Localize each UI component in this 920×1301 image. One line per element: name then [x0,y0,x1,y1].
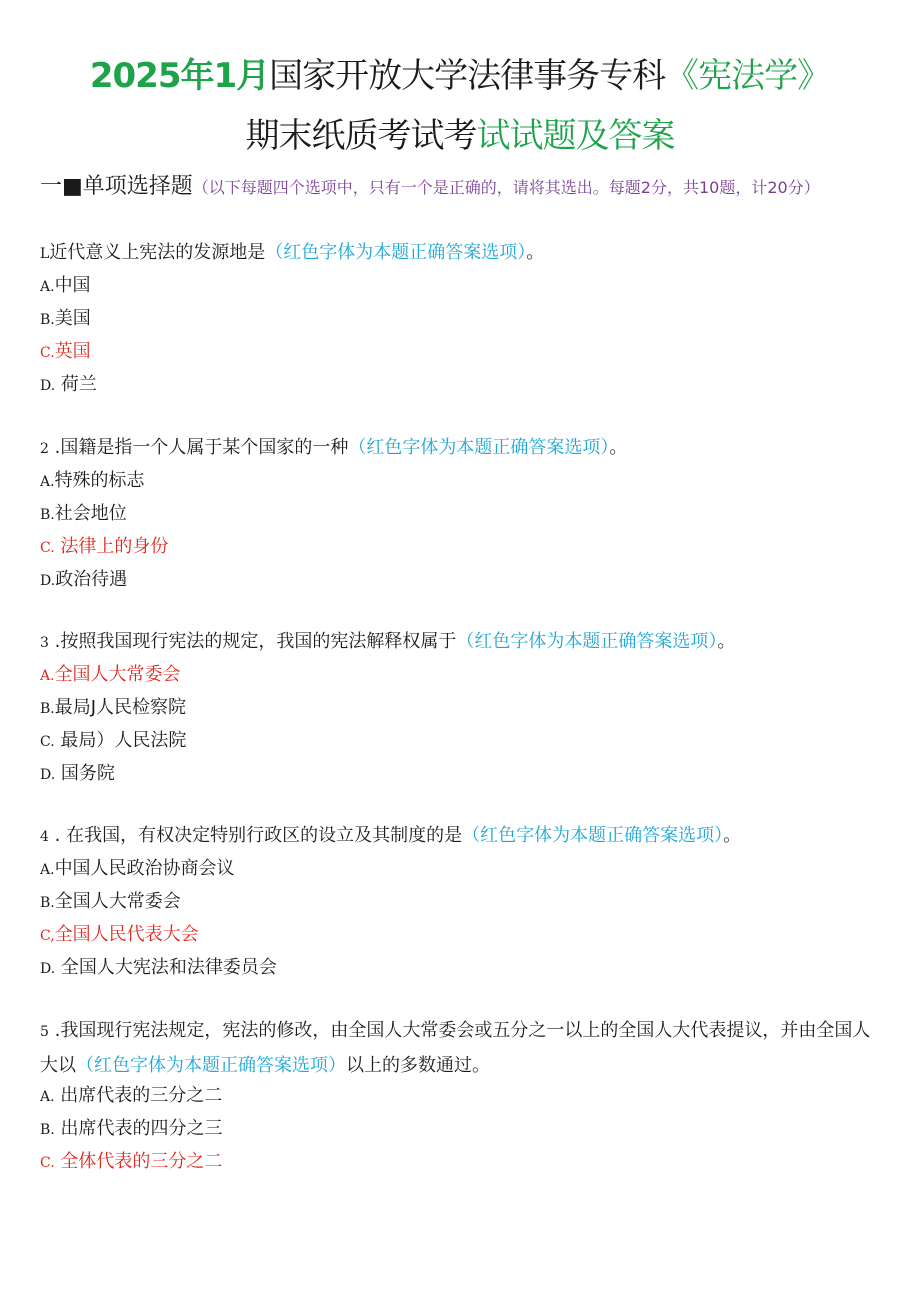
option-letter: B. [40,312,55,328]
option-5a [40,1082,880,1111]
option-text: 全体代表的三分之二 [54,1151,223,1172]
option-4a [40,855,880,884]
question-end: 。 [526,242,545,263]
question-1 [40,239,880,268]
option-text: 出席代表的四分之三 [54,1118,223,1139]
option-4c-correct [40,921,880,950]
option-letter: D. [40,961,56,977]
title-main: 国家开放大学法律事务专科 [269,56,666,96]
option-text: 政治待遇 [55,569,128,590]
question-end: 。 [723,825,742,846]
answer-hint: （红色字体为本题正确答案选项） [456,631,718,652]
option-letter: A. [40,474,55,490]
option-1b [40,305,880,334]
question-number: 3 [40,635,49,651]
section-title: 一■单项选择题 [40,174,193,199]
question-text: .我国现行宪法规定，宪法的修改，由全国人大常委会或五分之一以上的全国人大代表提议，并由全国人大以 [40,1020,871,1076]
option-letter: D. [40,573,56,589]
option-text: 中国人民政治协商会议 [54,858,235,879]
option-5b [40,1115,880,1144]
option-1c-correct [40,338,880,367]
section-instructions: （以下每题四个选项中，只有一个是正确的，请将其选出。每题2分，共10题，计20分） [192,178,820,197]
question-3 [40,628,880,657]
option-text: 全国人大常委会 [54,891,181,912]
option-3b [40,694,880,723]
question-2 [40,434,880,463]
option-text: 全国人大常委会 [54,664,181,685]
option-letter: C, [40,928,55,944]
option-2a [40,467,880,496]
answer-hint: （红色字体为本题正确答案选项） [265,242,527,263]
option-letter: B. [40,895,55,911]
title-subtitle: 期末纸质考试考 [245,116,477,156]
option-text: 社会地位 [54,503,127,524]
option-text: 最局）人民法院 [54,730,187,751]
option-3a-correct [40,661,880,690]
question-text: .按照我国现行宪法的规定，我国的宪法解释权属于 [48,631,457,652]
answer-hint: （红色字体为本题正确答案选项） [348,437,610,458]
option-letter: B. [40,701,55,717]
option-letter: D. [40,767,56,783]
title-line-1 [0,54,920,98]
answer-hint: （红色字体为本题正确答案选项） [76,1055,346,1076]
title-year: 2025年1月 [89,56,270,96]
option-letter: D. [40,378,56,394]
option-2c-correct [40,533,880,562]
question-text: 近代意义上宪法的发源地是 [49,242,266,263]
question-end: 。 [717,631,736,652]
option-3c [40,727,880,756]
option-5c-correct [40,1148,880,1177]
option-text: 特殊的标志 [54,470,145,491]
option-1d [40,371,880,400]
option-2d [40,566,880,595]
question-number: 2 [40,441,49,457]
question-text: . 在我国，有权决定特别行政区的设立及其制度的是 [48,825,463,846]
section-heading [40,170,880,204]
option-letter: C. [40,734,55,750]
question-5 [40,1014,880,1082]
question-end: 以上的多数通过。 [346,1055,490,1076]
option-text: 美国 [54,308,91,329]
option-text: 最局J人民检察院 [54,697,187,718]
title-subtitle-tail: 试试题及答案 [476,116,675,156]
option-letter: C. [40,1155,55,1171]
option-text: 法律上的身份 [54,536,169,557]
question-number: 5 [40,1024,49,1040]
title-line-2 [0,114,920,158]
question-text: .国籍是指一个人属于某个国家的一种 [48,437,349,458]
answer-hint: （红色字体为本题正确答案选项） [462,825,724,846]
option-text: 出席代表的三分之二 [54,1085,223,1106]
option-1a [40,272,880,301]
question-4 [40,822,880,851]
title-course: 《宪法学》 [665,56,831,96]
option-text: 英国 [54,341,91,362]
question-end: 。 [609,437,628,458]
option-text: 国务院 [55,763,115,784]
option-text: 中国 [54,275,91,296]
question-number: L [40,246,50,262]
option-3d [40,760,880,789]
option-text: 全国人大宪法和法律委员会 [55,957,277,978]
option-letter: A. [40,668,55,684]
option-letter: C. [40,540,55,556]
option-4b [40,888,880,917]
option-2b [40,500,880,529]
question-number: 4 [40,829,49,845]
option-text: 荷兰 [55,374,97,395]
option-letter: B. [40,1122,55,1138]
option-letter: A. [40,862,55,878]
option-text: 全国人民代表大会 [54,924,199,945]
option-letter: A. [40,1089,55,1105]
option-4d [40,954,880,983]
option-letter: A. [40,279,55,295]
option-letter: C. [40,345,55,361]
option-letter: B. [40,507,55,523]
